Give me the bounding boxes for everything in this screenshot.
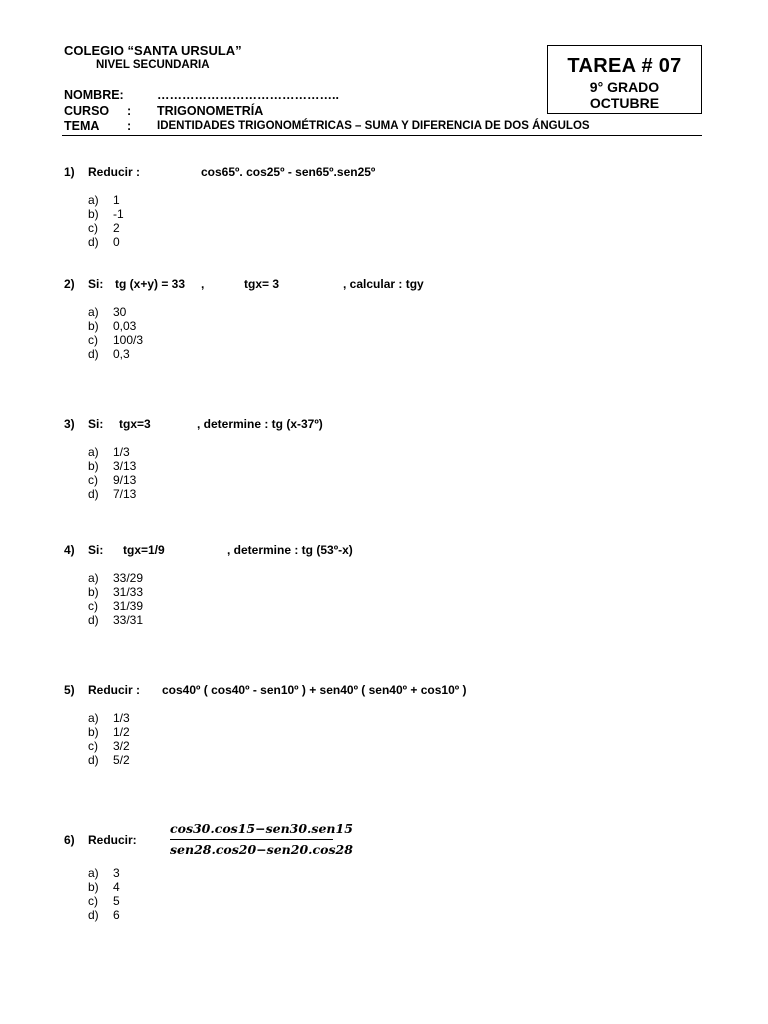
list-item: a) 1 <box>88 193 120 207</box>
question-4-expression: tgx=1/9 <box>123 543 165 557</box>
list-item: c) 9/13 <box>88 473 137 487</box>
question-5-number: 5) <box>64 683 75 697</box>
question-3-tail: , determine : tg (x-37º) <box>197 417 323 431</box>
list-item: a) 33/29 <box>88 571 144 585</box>
homework-box <box>547 45 702 114</box>
school-level: NIVEL SECUNDARIA <box>96 59 210 71</box>
question-2-tail: , calcular : tgy <box>343 277 424 291</box>
question-4-lead: Si: <box>88 543 104 557</box>
list-item: b) 1/2 <box>88 725 130 739</box>
month-label: OCTUBRE <box>589 95 660 111</box>
list-item: d) 5/2 <box>88 753 130 767</box>
list-item: a) 1/3 <box>88 711 130 725</box>
list-item: d) 33/31 <box>88 613 144 627</box>
question-5-lead: Reducir : <box>88 683 141 697</box>
question-5-options <box>88 711 130 767</box>
list-item: d) 7/13 <box>88 487 137 501</box>
question-4-options <box>88 571 143 627</box>
tema-value: IDENTIDADES TRIGONOMÉTRICAS – SUMA Y DIFERENCIA DE DOS ÁNGULOS <box>157 120 590 132</box>
question-6-denominator: sen28.cos20−sen20.cos28 <box>170 842 353 857</box>
school-name: COLEGIO “SANTA URSULA” <box>64 43 242 58</box>
tema-colon: : <box>127 119 132 133</box>
list-item: d) 6 <box>88 908 120 922</box>
question-1-expression: cos65º. cos25º - sen65º.sen25º <box>201 165 376 179</box>
question-2-number: 2) <box>64 277 75 291</box>
list-item: c) 31/39 <box>88 599 144 613</box>
list-item: b) -1 <box>88 207 124 221</box>
list-item: d) 0 <box>88 235 120 249</box>
question-6-lead: Reducir: <box>88 833 137 847</box>
fraction-bar <box>170 839 333 840</box>
list-item: d) 0,3 <box>88 347 130 361</box>
question-1-number: 1) <box>64 165 75 179</box>
homework-title: TAREA # 07 <box>567 55 682 77</box>
question-3-number: 3) <box>64 417 75 431</box>
question-1-lead: Reducir : <box>88 165 141 179</box>
list-item: c) 2 <box>88 221 120 235</box>
question-3-options <box>88 445 136 501</box>
question-2-condition: tgx= 3 <box>244 277 280 291</box>
nombre-label: NOMBRE: <box>64 88 124 102</box>
question-4-number: 4) <box>64 543 75 557</box>
header-divider <box>62 135 702 136</box>
question-3-lead: Si: <box>88 417 104 431</box>
list-item: b) 31/33 <box>88 585 144 599</box>
question-6-number: 6) <box>64 833 75 847</box>
list-item: b) 3/13 <box>88 459 137 473</box>
question-6-numerator: cos30.cos15−sen30.sen15 <box>170 821 353 836</box>
curso-colon: : <box>127 104 132 118</box>
question-2-expression: tg (x+y) = 33 <box>115 277 186 291</box>
list-item: b) 4 <box>88 880 120 894</box>
grade-label: 9° GRADO <box>589 79 660 95</box>
question-3-expression: tgx=3 <box>119 417 151 431</box>
list-item: b) 0,03 <box>88 319 137 333</box>
list-item: c) 3/2 <box>88 739 130 753</box>
question-2-comma: , <box>201 277 205 291</box>
list-item: a) 1/3 <box>88 445 130 459</box>
question-4-tail: , determine : tg (53º-x) <box>227 543 353 557</box>
list-item: a) 30 <box>88 305 127 319</box>
list-item: c) 100/3 <box>88 333 144 347</box>
tema-label: TEMA <box>64 119 100 133</box>
nombre-field: …………………………………….. <box>157 88 339 102</box>
question-1-options <box>88 193 124 249</box>
question-5-expression: cos40º ( cos40º - sen10º ) + sen40º ( sen40º + cos10º ) <box>162 683 467 697</box>
list-item: c) 5 <box>88 894 120 908</box>
question-6-options <box>88 866 120 922</box>
list-item: a) 3 <box>88 866 120 880</box>
curso-value: TRIGONOMETRÍA <box>157 104 264 118</box>
curso-label: CURSO <box>64 104 110 118</box>
question-2-lead: Si: <box>88 277 104 291</box>
question-2-options <box>88 305 143 361</box>
